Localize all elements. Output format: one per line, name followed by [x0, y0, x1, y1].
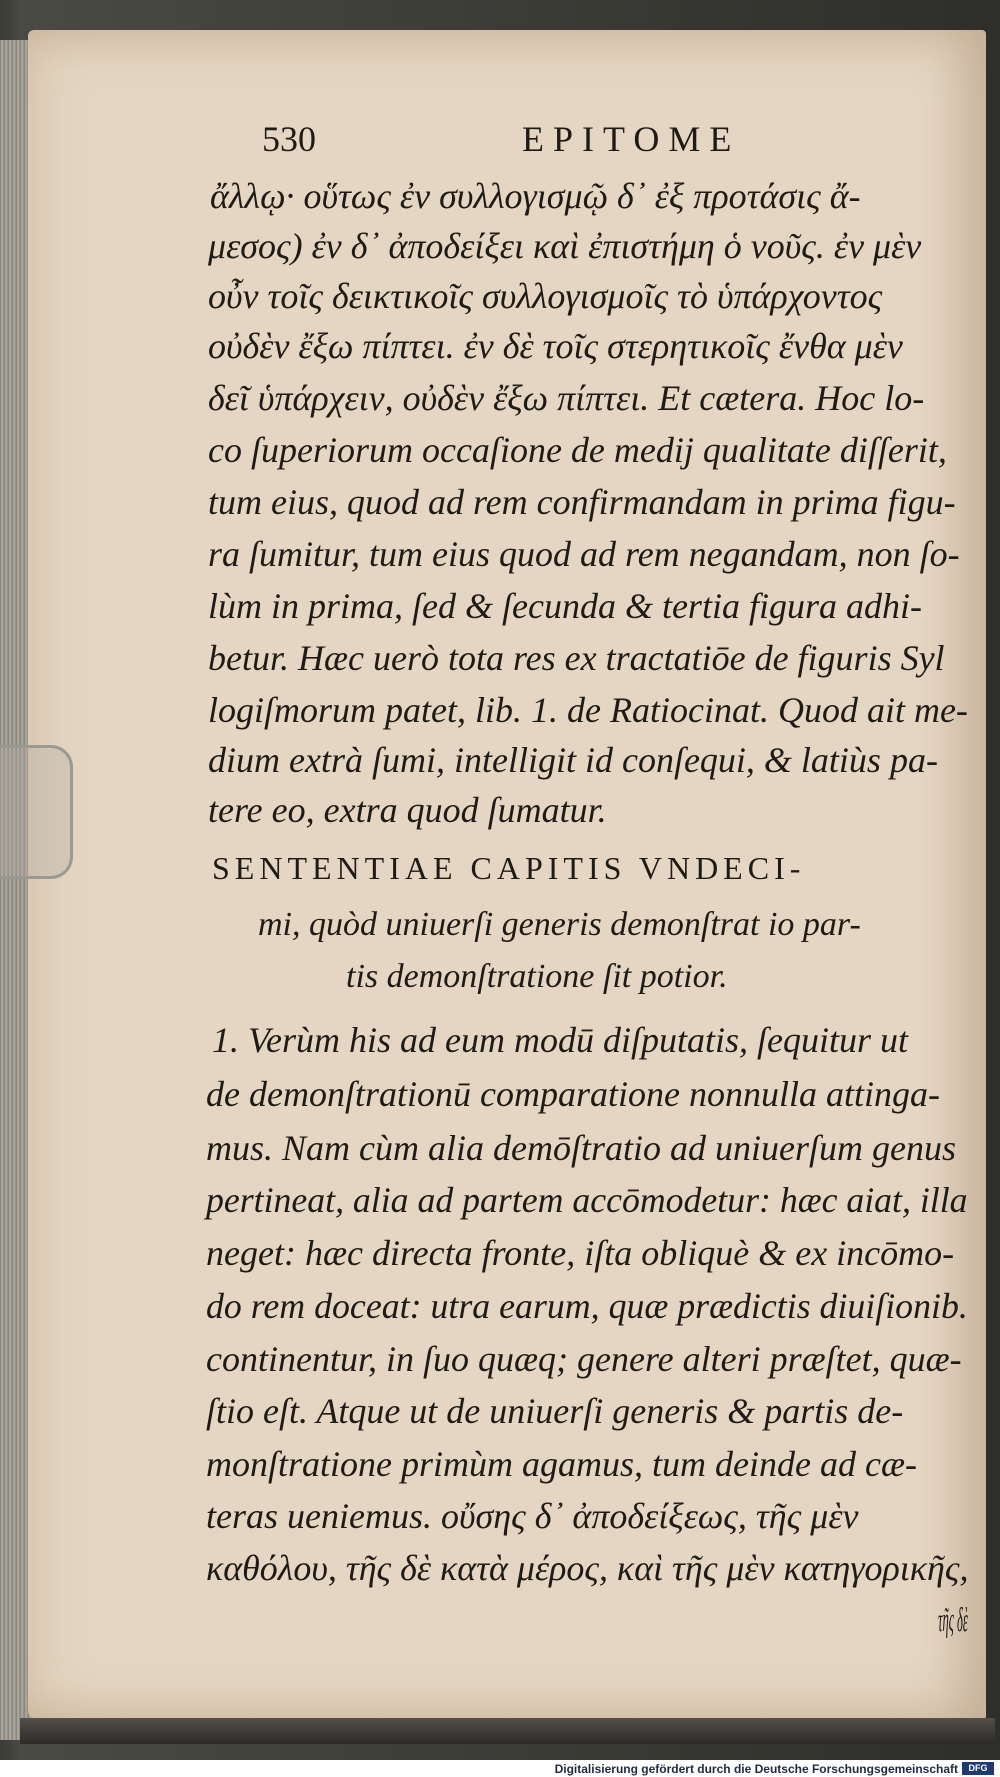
paragraph-line-2: de demonſtrationū comparatione nonnulla attinga-	[206, 1074, 940, 1114]
text-line-2: μεσος) ἐν δ᾽ ἀποδείξει καὶ ἐπιστήμη ὁ νοῦς. ἐν μὲν	[208, 226, 922, 266]
page-number: 530	[262, 119, 316, 159]
dfg-logo: DFG	[962, 1762, 994, 1775]
paragraph-line-4: pertineat, alia ad partem accōmodetur: hæc aiat, illa	[206, 1180, 968, 1220]
text-line-11: logiſmorum patet, lib. 1. de Ratiocinat. Quod ait me-	[208, 690, 968, 730]
page-bottom-edge	[20, 1718, 995, 1744]
catchword: τῆς δὲ	[938, 1602, 968, 1639]
digitization-credit: Digitalisierung gefördert durch die Deutsche Forschungsgemeinschaft	[554, 1762, 958, 1776]
text-line-6: co ſuperiorum occaſione de medij qualitate diſſerit,	[208, 430, 947, 470]
paragraph-line-5: neget: hæc directa fronte, iſta obliquè & ex incōmo-	[206, 1233, 955, 1273]
section-heading-line-3: tis demonſtratione ſit potior.	[346, 958, 728, 995]
section-heading: SENTENTIAE CAPITIS VNDECI-	[212, 850, 806, 886]
paragraph-line-10: teras ueniemus. οὔσης δ᾽ ἀποδείξεως, τῆς μὲν	[206, 1496, 859, 1536]
text-line-4: οὐδὲν ἔξω πίπτει. ἐν δὲ τοῖς στερητικοῖς ἔνθα μὲν	[208, 326, 903, 366]
book-page	[28, 30, 986, 1720]
text-line-12: dium extrà ſumi, intelligit id conſequi, & latiùs pa-	[208, 740, 938, 780]
text-line-3: οὖν τοῖς δεικτικοῖς συλλογισμοῖς τὸ ὑπάρχοντος	[208, 276, 883, 316]
section-heading-line-2: mi, quòd uniuerſi generis demonſtrat io par-	[258, 906, 861, 943]
text-line-1: ἄλλῳ· οὕτως ἐν συλλογισμῷ δ᾽ ἐξ προτάσις ἄ-	[210, 176, 861, 216]
paragraph-line-6: do rem doceat: utra earum, quæ prædictis diuiſionib.	[206, 1286, 968, 1326]
paragraph-line-8: ſtio eſt. Atque ut de uniuerſi generis & partis de-	[206, 1391, 904, 1431]
text-line-10: betur. Hæc uerò tota res ex tractatiōe de figuris Syl	[208, 638, 945, 678]
text-line-5: δεῖ ὑπάρχειν, οὐδὲν ἔξω πίπτει. Et cætera. Hoc lo-	[208, 378, 925, 418]
text-line-13: tere eo, extra quod ſumatur.	[208, 790, 607, 830]
book-clip	[0, 745, 73, 879]
text-line-8: ra ſumitur, tum eius quod ad rem negandam, non ſo-	[208, 534, 960, 574]
text-line-9: lùm in prima, ſed & ſecunda & tertia figura adhi-	[208, 586, 922, 626]
text-line-7: tum eius, quod ad rem confirmandam in prima figu-	[208, 482, 956, 522]
paragraph-line-1: 1. Verùm his ad eum modū diſputatis, ſequitur ut	[212, 1020, 908, 1060]
paragraph-line-3: mus. Nam cùm alia demōſtratio ad uniuerſum genus	[206, 1128, 956, 1168]
running-title: EPITOME	[522, 119, 741, 159]
paragraph-line-7: continentur, in ſuo quæq; genere alteri præſtet, quæ-	[206, 1339, 962, 1379]
digitization-credit-bar	[0, 1760, 1000, 1777]
paragraph-line-9: monſtratione primùm agamus, tum deinde ad cæ-	[206, 1444, 917, 1484]
paragraph-line-11: καθόλου, τῆς δὲ κατὰ μέρος, καὶ τῆς μὲν κατηγορικῆς,	[206, 1548, 969, 1588]
